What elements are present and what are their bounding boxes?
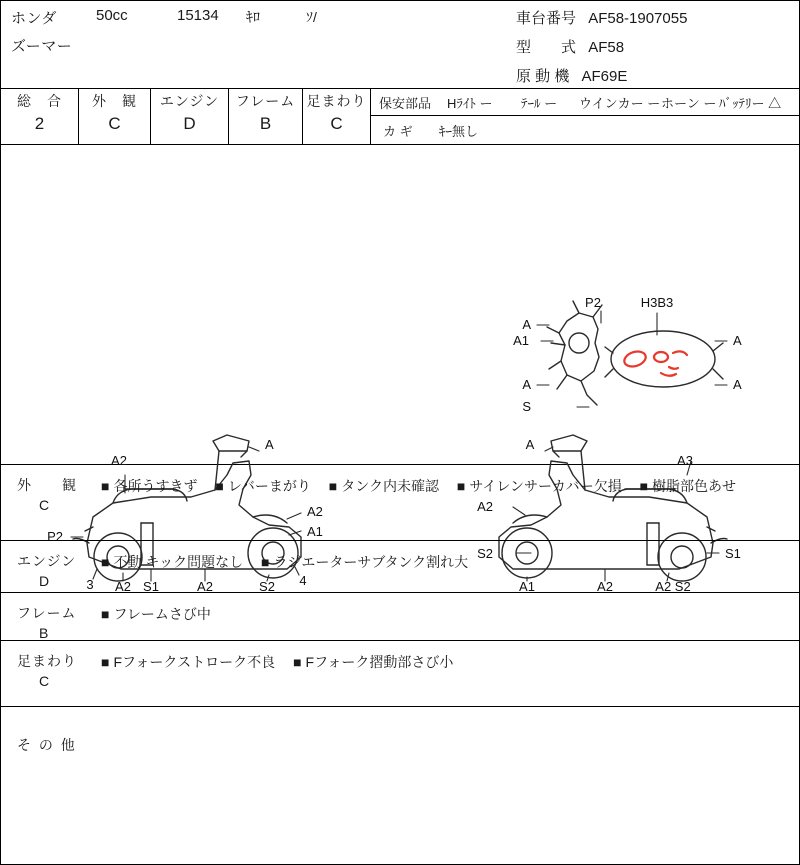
condition-item: [293, 651, 453, 673]
engine-value: AF69E: [581, 68, 628, 85]
other-notes-label: そ の 他: [17, 737, 77, 753]
other-notes-value: [101, 707, 799, 735]
condition-item-text: タンク内未確認: [341, 478, 439, 494]
vehicle-displacement: 50cc: [96, 7, 128, 24]
grade-cell-exterior: [79, 89, 151, 144]
condition-item: [640, 475, 736, 497]
diagram-label-a2-left-top: A2: [111, 453, 127, 468]
equipment-item-winker: ウインカー ー: [579, 96, 661, 111]
equipment-item-taillight: ﾃｰﾙ ー: [521, 96, 558, 111]
condition-items: [101, 641, 799, 673]
diagram-label-a2-left-b2: A2: [197, 579, 213, 594]
condition-label: 足まわり: [17, 653, 77, 669]
chassis-number-value: AF58-1907055: [588, 10, 688, 27]
type-label: 型 式: [516, 39, 577, 56]
grade-cell-suspension: [303, 89, 371, 144]
diagram-label-a-right-handle: A: [525, 437, 535, 452]
condition-grade: D: [39, 573, 50, 589]
equipment-item-horn: ホーン ー: [661, 96, 717, 111]
condition-item-text: ラジエーターサブタンク割れ大: [273, 554, 469, 570]
diagram-label-a1-left: A1: [513, 333, 529, 348]
equipment-label-safety: 保安部品: [379, 96, 432, 111]
condition-item-text: 各所うすきず: [113, 478, 198, 494]
bullet-icon: ■: [639, 478, 649, 494]
diagram-label-3: 3: [86, 577, 94, 592]
diagram-label-a2-left-rear: A2: [307, 504, 323, 519]
condition-item: [457, 475, 622, 497]
bullet-icon: ■: [101, 654, 110, 670]
condition-item-text: フレームさび中: [113, 606, 211, 622]
equipment-row-safety: [371, 89, 799, 116]
engine-row: [516, 65, 627, 86]
diagram-label-a-right-top: A: [733, 333, 742, 348]
diagram-label-s1-left: S1: [143, 579, 159, 594]
diagram-label-s2-left: S2: [259, 579, 275, 594]
equipment-block: [371, 89, 799, 144]
equipment-item-battery: ﾊﾞｯﾃﾘー △: [719, 96, 782, 111]
equipment-label-key: カ ギ: [383, 124, 413, 139]
condition-items: [101, 541, 799, 573]
grade-label: 足まわり: [306, 93, 367, 109]
diagram-label-4: 4: [299, 573, 307, 588]
grade-value: C: [108, 114, 121, 133]
condition-item: [101, 651, 275, 673]
diagram-label-s1-right: S1: [725, 546, 741, 561]
diagram-label-a2-right-b: A2: [597, 579, 613, 594]
equipment-value-key: ｷｰ無し: [439, 124, 479, 139]
grade-label: 外 観: [92, 93, 137, 109]
equipment-item-headlight: Hﾗｲﾄ ー: [447, 96, 493, 111]
other-notes-row: [1, 707, 799, 827]
condition-grade: C: [39, 497, 50, 513]
engine-label: 原 動 機: [516, 68, 570, 85]
diagram-label-a3-right: A3: [677, 453, 693, 468]
condition-grade: C: [39, 673, 50, 689]
bullet-icon: ■: [293, 654, 302, 670]
condition-item: [329, 475, 439, 497]
condition-item-text: Fフォーク摺動部さび小: [305, 654, 454, 670]
type-value: AF58: [588, 39, 625, 56]
condition-row-frame: [1, 593, 799, 641]
grade-cell-frame: [229, 89, 303, 144]
bullet-icon: ■: [101, 478, 110, 494]
condition-row-exterior: [1, 465, 799, 541]
grades-row: [1, 89, 799, 145]
diagram-label-a2-right: A2: [477, 499, 493, 514]
condition-item: [101, 551, 243, 573]
diagram-label-a2-left-b1: A2: [115, 579, 131, 594]
bullet-icon: ■: [101, 606, 110, 622]
condition-item-text: 不動 キック問題なし: [113, 554, 244, 570]
condition-item: [101, 475, 197, 497]
header: [1, 1, 799, 89]
condition-item: [215, 475, 311, 497]
condition-item: [101, 603, 211, 625]
grade-value: C: [330, 114, 343, 133]
bullet-icon: ■: [328, 478, 338, 494]
grade-value: D: [183, 114, 196, 133]
diagram-label-a-right-bottom: A: [733, 377, 742, 392]
condition-item-text: 樹脂部色あせ: [652, 478, 737, 494]
condition-label: エンジン: [17, 553, 77, 569]
condition-items: [101, 593, 799, 625]
bullet-icon: ■: [101, 554, 110, 570]
odometer-value: 15134: [177, 7, 219, 24]
vehicle-model: ズーマー: [11, 38, 73, 55]
chassis-number-label: 車台番号: [516, 10, 577, 27]
odometer-note: ｿ/: [306, 9, 317, 25]
diagram-label-a1-left-rear: A1: [307, 524, 323, 539]
condition-items: [101, 465, 799, 497]
condition-row-suspension: [1, 641, 799, 707]
condition-row-engine: [1, 541, 799, 593]
equipment-row-key: [371, 116, 799, 144]
diagram-label-a-left-bottom: A: [522, 377, 531, 392]
condition-item: [261, 551, 468, 573]
grade-cell-engine: [151, 89, 229, 144]
grade-label: エンジン: [159, 93, 220, 109]
grade-cell-overall: [1, 89, 79, 144]
condition-item-text: レバーまがり: [227, 478, 311, 494]
diagram-label-a-left-top: A: [522, 317, 531, 332]
diagram-label-s2-right: S2: [477, 546, 493, 561]
bullet-icon: ■: [215, 478, 224, 494]
diagram-label-s-left: S: [522, 399, 531, 414]
vehicle-make: ホンダ: [11, 10, 57, 27]
diagram-label-h3b3: H3B3: [640, 295, 674, 310]
grade-label: 総 合: [17, 93, 62, 109]
diagram-label-a2s2-right-b: A2 S2: [655, 579, 691, 594]
condition-grade: B: [39, 625, 49, 641]
condition-label: フレーム: [17, 605, 77, 621]
diagram-label-p2-left: P2: [47, 529, 63, 544]
chassis-number-row: [516, 7, 687, 28]
grade-value: B: [259, 114, 272, 133]
condition-label: 外 観: [17, 477, 77, 493]
type-row: [516, 36, 624, 57]
diagram-label-p2-top: P2: [585, 295, 601, 310]
bullet-icon: ■: [260, 554, 270, 570]
condition-item-text: サイレンサーカバー欠損: [469, 478, 622, 494]
grade-value: 2: [34, 114, 45, 133]
diagram-label-a1-right-b: A1: [519, 579, 535, 594]
grade-label: フレーム: [235, 93, 296, 109]
odometer-unit: ｷﾛ: [246, 9, 260, 25]
condition-item-text: Fフォークストローク不良: [113, 654, 276, 670]
diagram-label-a-left-handle: A: [265, 437, 274, 452]
bullet-icon: ■: [456, 478, 466, 494]
